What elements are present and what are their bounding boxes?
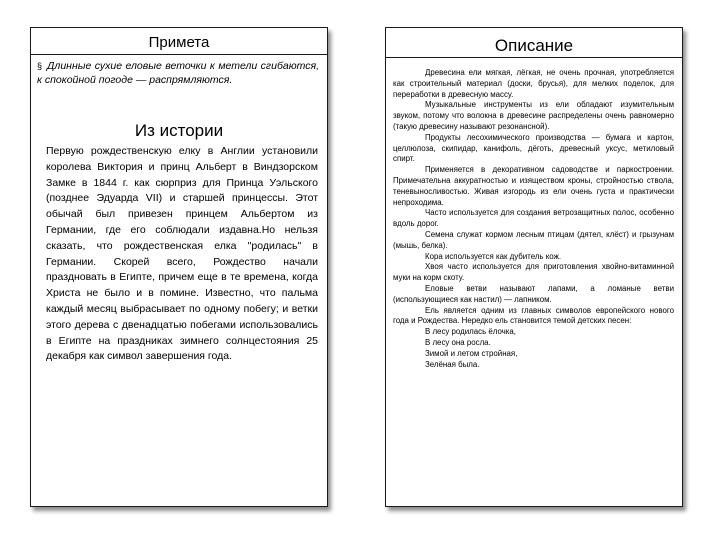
description-paragraph: Еловые ветви называют лапами, а ломаные ветви (использующиеся как настил) — лапником.: [393, 283, 674, 304]
description-paragraph: Часто используется для создания ветрозащитных полос, особенно вдоль дорог.: [393, 208, 674, 229]
description-paragraph: Кора используется как дубитель кож.: [425, 251, 562, 261]
poem-line: В лесу родилась ёлочка,: [425, 327, 517, 337]
omen-text-block: [37, 59, 319, 87]
description-paragraph: Продукты лесохимического производства — бумага и картон, целлюлоза, скипидар, канифоль, дёготь, древесный уксус, метиловый спирт.: [393, 132, 674, 164]
history-title: Из истории: [134, 121, 224, 140]
poem-line: Зелёная была.: [425, 359, 480, 369]
poem-line: Зимой и летом стройная,: [425, 348, 518, 358]
description-card: [385, 27, 683, 507]
description-paragraph: Применяется в декоративном садоводстве и паркостроении. Примечательна аккуратностью и изяществом кроны, стройностью ствола, теневыносливостью. Живая изгородь из ели очень густа и практически непроходима.: [393, 165, 674, 207]
omen-title-box: [31, 28, 327, 55]
description-title: Описание: [494, 36, 574, 55]
description-paragraph: Хвоя часто используется для приготовления хвойно-витаминной муки на корм скоту.: [393, 262, 674, 283]
history-text: Первую рождественскую елку в Англии установили королева Виктория и принц Альберт в Виндзорском Замке в 1844 г. как сюрприз для Принца Уэльского (позднее Эдуарда VII) и старшей принцессы. Этот обычай был привезен принцем Альбертом из Германии, где его соблюдали издавна.Но нельзя сказать, что рождественская елка "родилась" в Германии. Скорей всего, Рождество начали праздновать в Египте, причем еще в те времена, когда Христа не было и в помине. Известно, что пальма каждый месяц выбрасывает по одному побегу; и ветки этого дерева с двенадцатью побегами использовались в Египте на праздниках зимнего солнцестояния 25 декабря как символ завершения года.: [46, 145, 318, 363]
omen-text: Длинные сухие еловые веточки к метели сгибаются, к спокойной погоде — распрямляются.: [37, 60, 319, 86]
description-text-block: [393, 68, 674, 370]
description-paragraph: Музыкальные инструменты из ели обладают изумительным звуком, потому что волокна в древесине распределены очень равномерно (такую древесину называют резонансной).: [393, 100, 674, 131]
omen-card: [30, 27, 328, 507]
bullet-icon: §: [37, 61, 43, 71]
poem-line: В лесу она росла.: [425, 337, 491, 347]
omen-title: Примета: [148, 34, 210, 51]
description-paragraph: Ель является одним из главных символов европейского нового года и Рождества. Нередко ель становится темой детских песен:: [393, 305, 674, 326]
description-paragraph: Древесина ели мягкая, лёгкая, не очень прочная, употребляется как строительный материал (доски, брусья), для мелких поделок, для переработки в древесную массу.: [393, 68, 674, 99]
description-paragraph: Семена служат кормом лесным птицам (дятел, клёст) и грызунам (мышь, белка).: [393, 229, 674, 250]
description-title-box: [386, 28, 682, 58]
